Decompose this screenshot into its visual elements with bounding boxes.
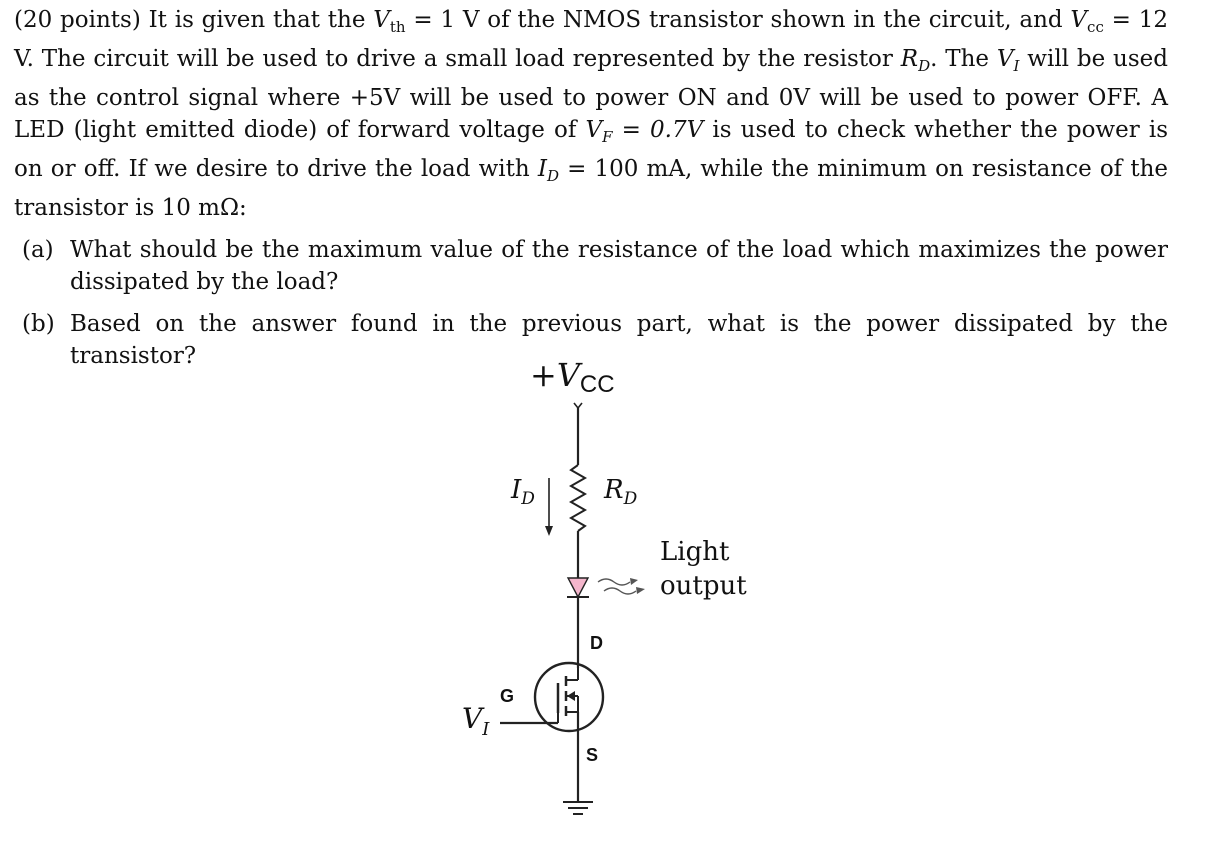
vth-symbol: $V_{th}$	[373, 7, 406, 36]
rd-label: $R_D$	[604, 475, 638, 509]
light-arrow-1	[598, 579, 630, 585]
part-label: (b)	[22, 311, 55, 337]
id-label: $I_D$	[511, 475, 535, 509]
part-label: (a)	[22, 237, 54, 263]
current-arrowhead	[545, 526, 553, 536]
light-arrowhead-2	[636, 587, 645, 594]
vcc-label: +VCC	[530, 356, 615, 398]
light-arrowhead-1	[630, 578, 638, 585]
rd-symbol: $R_D$	[900, 46, 931, 75]
vf-symbol: $V_F$	[585, 117, 613, 146]
vi-label: $V_I$	[462, 702, 490, 740]
light-arrow-2	[604, 588, 636, 594]
part-text: Based on the answer found in the previous part, what is the power dissipated by the transistor?	[70, 311, 1168, 369]
problem-intro: (20 points) It is given that the $V_{th} = 1$ V of the NMOS transistor shown in the circuit, and $V_{cc} = 12$ V. The circuit will be used to drive a small load represented by the resistor $R_D$. The $V_I$ will be used as the control signal where +5V will be used to power ON and 0V will be used to power OFF. A LED (light emitted diode) of forward voltage of $V_F = 0.7V$ is used to check whether the power is on or off. If we desire to drive the load with $I_D = 100$ mA, while the minimum on resistance of the transistor is 10 mΩ:	[14, 7, 1169, 221]
light-output-label-1: Light	[660, 537, 730, 567]
mosfet-arrow	[567, 691, 575, 701]
source-label: S	[586, 745, 599, 765]
points-label: (20 points)	[14, 7, 141, 33]
vi-symbol: $V_I$	[996, 46, 1020, 75]
resistor-rd	[571, 465, 585, 531]
gate-label: G	[500, 686, 515, 706]
vf-value: 0.7V	[650, 117, 704, 143]
vcc-symbol: $V_{cc}$	[1070, 7, 1104, 36]
drain-label: D	[590, 633, 603, 653]
led-diode	[568, 578, 588, 597]
id-symbol: $I_D$	[537, 156, 559, 185]
part-text: What should be the maximum value of the resistance of the load which maximizes the power dissipated by the load?	[70, 237, 1168, 295]
light-output-label-2: output	[660, 571, 747, 601]
